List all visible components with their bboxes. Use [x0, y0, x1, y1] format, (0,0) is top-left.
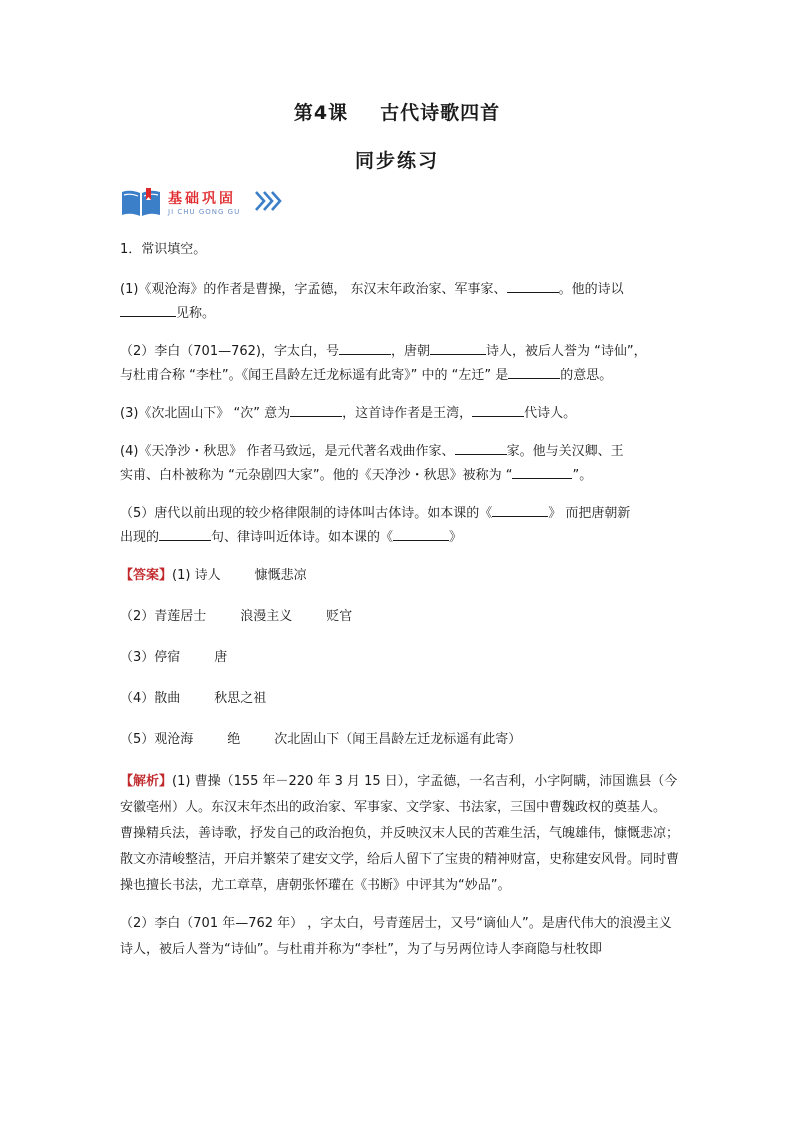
- analysis-label: 【解析】: [120, 774, 173, 789]
- answer-blank[interactable]: [472, 402, 524, 417]
- answer-blank[interactable]: [512, 464, 572, 479]
- question-heading: 1．常识填空。: [120, 242, 207, 257]
- banner-pinyin: JI CHU GONG GU: [168, 208, 241, 216]
- analysis-paragraph-1: 【解析】(1) 曹操（155 年－220 年 3 月 15 日），字孟德，一名吉利，小字阿瞒，沛国谯县（今安徽亳州）人。东汉末年杰出的政治家、军事家、文学家、书法家，三国中曹魏政权的奠基人。 曹操精兵法，善诗歌，抒发自己的政治抱负，并反映汉末人民的苦难生活，气魄雄伟，慷慨悲凉；散文亦清峻整洁，开启并繁荣了建安文学，给后人留下了宝贵的精神财富，史称建安风骨。同时曹操也擅长书法，尤工章草，唐朝张怀瓘在《书断》中评其为“妙品”。: [120, 774, 680, 893]
- lesson-number: 第4课: [293, 102, 349, 124]
- answer-blank[interactable]: [290, 402, 342, 417]
- question-item-1: (1)《观沧海》的作者是曹操，字孟德， 东汉末年政治家、军事家、 。他的诗以 见称。: [120, 278, 680, 326]
- analysis-section: [120, 769, 680, 963]
- lesson-title: 古代诗歌四首: [380, 102, 501, 124]
- book-icon: [120, 188, 162, 218]
- answer-section: [120, 564, 680, 752]
- question-item-5: （5）唐代以前出现的较少格律限制的诗体叫古体诗。如本课的《 》 而把唐朝新 出现的 句、律诗叫近体诗。如本课的《 》: [120, 502, 680, 550]
- answer-item-1: 【答案】(1) 诗人 慷慨悲凉: [120, 568, 307, 583]
- analysis-paragraph-2: （2）李白（701 年—762 年） ，字太白，号青莲居士，又号“谪仙人”。是唐代伟大的浪漫主义诗人，被后人誉为“诗仙”。与杜甫并称为“李杜”，为了与另两位诗人李商隐与杜牧即: [120, 916, 672, 957]
- answer-blank[interactable]: [159, 526, 211, 541]
- answer-blank[interactable]: [492, 502, 548, 517]
- answer-item-3: （3）停宿 唐: [120, 650, 228, 665]
- answer-blank[interactable]: [120, 302, 176, 317]
- page-title: [0, 98, 794, 125]
- question-item-2: （2）李白（701—762)，字太白，号 ，唐朝 诗人，被后人誉为 “诗仙”， 与杜甫合称 “李杜”。《闻王昌龄左迁龙标遥有此寄》” 中的 “左迁” 是 的意思。: [120, 340, 680, 388]
- answer-item-5: （5）观沧海 绝 次北固山下（闻王昌龄左迁龙标遥有此寄）: [120, 732, 522, 747]
- answer-item-4: （4）散曲 秋思之祖: [120, 691, 267, 706]
- answer-blank[interactable]: [393, 526, 449, 541]
- answer-blank[interactable]: [455, 440, 507, 455]
- answer-blank[interactable]: [430, 340, 486, 355]
- banner-label: 基础巩固: [168, 191, 236, 207]
- page-subtitle: 同步练习: [354, 150, 439, 172]
- answer-blank[interactable]: [508, 364, 560, 379]
- answer-blank[interactable]: [507, 278, 559, 293]
- answer-label: 【答案】: [120, 568, 173, 583]
- question-item-3: (3)《次北固山下》 “次” 意为 ，这首诗作者是王湾， 代诗人。: [120, 402, 680, 426]
- answer-blank[interactable]: [339, 340, 391, 355]
- answer-item-2: （2）青莲居士 浪漫主义 贬官: [120, 609, 353, 624]
- question-item-4: (4)《天净沙・秋思》 作者马致远，是元代著名戏曲作家、 家。他与关汉卿、王 实甫、白朴被称为 “元杂剧四大家”。他的《天净沙・秋思》被称为 “ ”。: [120, 440, 680, 488]
- exercise-content: [120, 238, 680, 975]
- chevrons-right-icon: [254, 190, 284, 212]
- section-banner: [120, 186, 300, 220]
